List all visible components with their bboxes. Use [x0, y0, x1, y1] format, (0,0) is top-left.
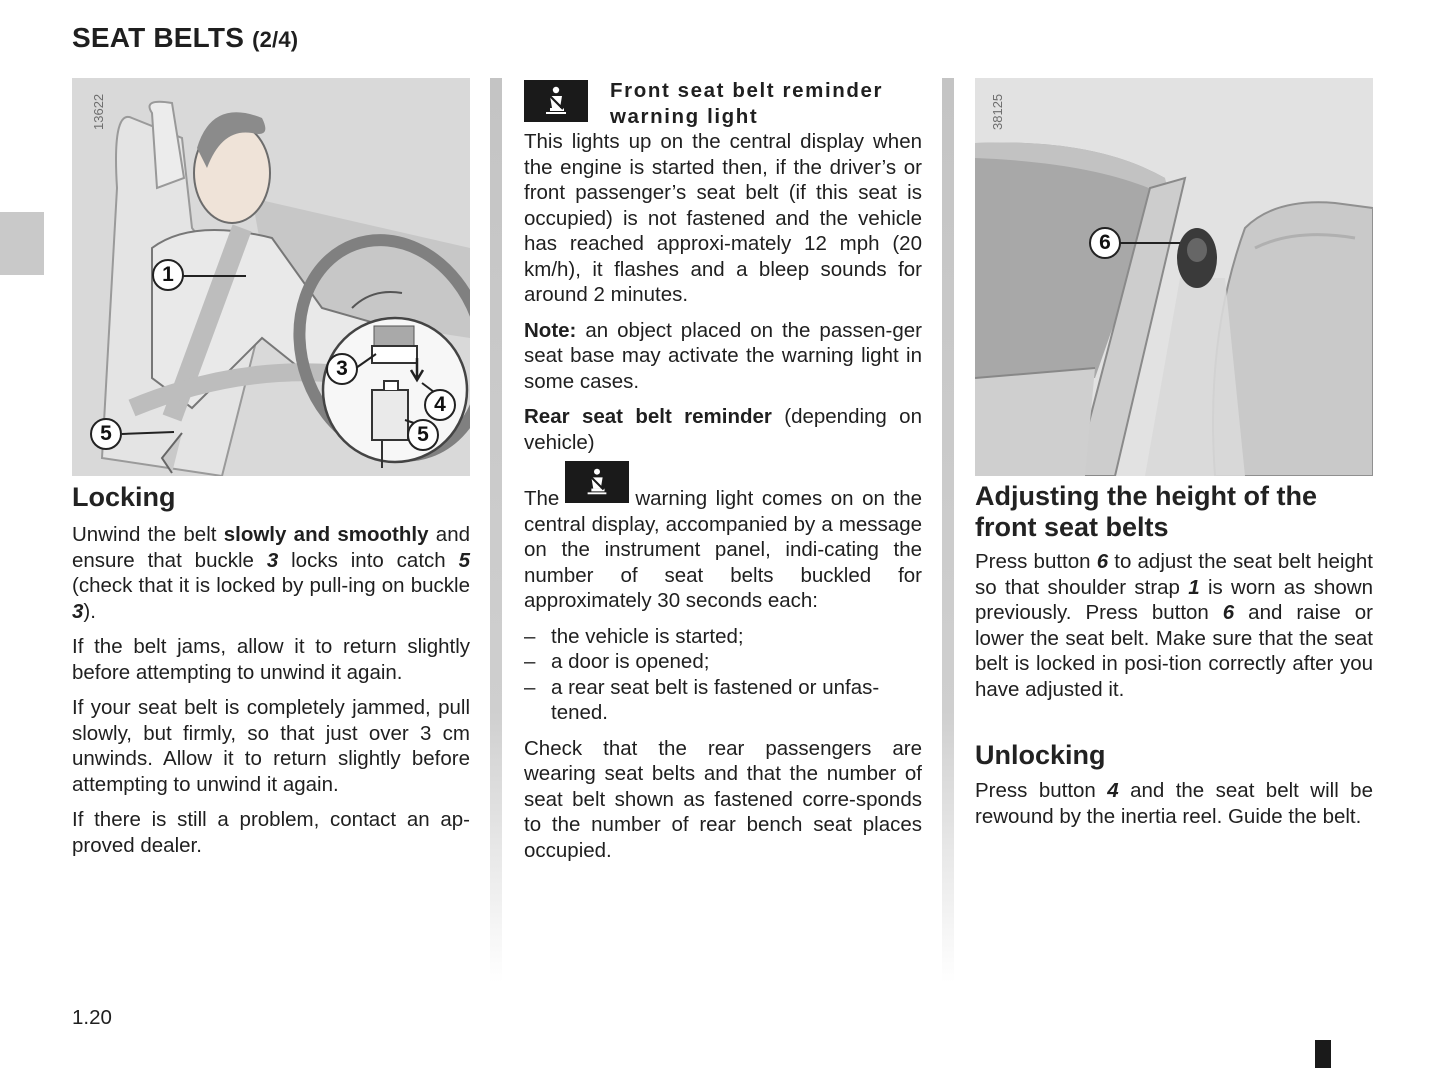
figure-seated-driver: [72, 78, 470, 476]
column-divider-1: [490, 78, 502, 983]
figure-reference-number: 38125: [990, 93, 1005, 130]
callout-3: 3: [326, 353, 358, 385]
callout-4: 4: [424, 389, 456, 421]
callout-5-inset: 5: [407, 419, 439, 451]
rear-reminder-heading: Rear seat belt reminder (depending on vehicle): [524, 405, 922, 454]
locking-paragraph: Unwind the belt slowly and smoothly and ensure that buckle 3 locks into catch 5 (check that it is locked by pull-ing on buckle 3).: [72, 523, 470, 623]
list-item: – the vehicle is started;: [524, 624, 922, 650]
figure-height-adjuster: [975, 78, 1373, 476]
column-divider-2: [942, 78, 954, 983]
height-adjuster-illustration: [975, 78, 1373, 476]
page-title: [72, 22, 298, 54]
driver-illustration: [72, 78, 470, 476]
trigger-list: [524, 624, 922, 726]
heading-unlocking: Unlocking: [975, 740, 1106, 770]
page-title-suffix: (2/4): [252, 27, 299, 52]
front-reminder-header: [524, 78, 922, 129]
seat-belt-warning-icon: [524, 80, 588, 122]
column-2: [524, 78, 922, 873]
page-title-text: SEAT BELTS: [72, 22, 245, 53]
heading-adjusting-height: Adjusting the height of the front seat belts: [975, 481, 1317, 542]
adjusting-paragraph: Press button 6 to adjust the seat belt height so that shoulder strap 1 is worn as shown previously. Press button 6 and raise or lower the seat belt. Make sure that the seat belt is locked in posi-tion correctly after you have adjusted it.: [975, 550, 1373, 701]
note-paragraph: Note: an object placed on the passen-ger seat base may activate the warning light in some cases.: [524, 318, 922, 393]
front-reminder-title: Front seat belt reminder warning light: [610, 79, 884, 128]
page-corner-mark: [1315, 1040, 1331, 1068]
column-3: [975, 78, 1373, 839]
section-tab: [0, 212, 44, 275]
figure-reference-number: 13622: [91, 93, 106, 130]
dealer-paragraph: If there is still a problem, contact an ap-proved dealer.: [72, 808, 470, 857]
callout-1: 1: [152, 259, 184, 291]
rear-reminder-paragraph: The warning light comes on on the central display, accompanied by a message on the instrument panel, indi-cating the number of seat belts buckled for approximately 30 seconds each:: [524, 469, 922, 614]
jam-paragraph: If the belt jams, allow it to return slightly before attempting to unwind it again.: [72, 635, 470, 684]
callout-5: 5: [90, 418, 122, 450]
fully-jammed-paragraph: If your seat belt is completely jammed, pull slowly, but firmly, so that just over 3 cm unwinds. Allow it to return slightly before attempting to unwind it again.: [72, 696, 470, 796]
heading-locking: Locking: [72, 482, 176, 512]
callout-6: 6: [1089, 227, 1121, 259]
rear-seat-belt-warning-icon: [565, 461, 629, 503]
page-number: 1.20: [72, 1006, 112, 1029]
front-reminder-paragraph: This lights up on the central display when the engine is started then, if the driver’s or front passenger’s seat belt (if this seat is occupied) is not fastened and the vehicle has reached approxi-mately 12 mph (20 km/h), it flashes and a bleep sounds for around 2 minutes.: [524, 130, 922, 306]
rear-passengers-paragraph: Check that the rear passengers are wearing seat belts and that the number of seat belt shown as fastened corre-sponds to the number of rear bench seat places occupied.: [524, 736, 922, 862]
column-1: [72, 78, 470, 868]
list-item: – a rear seat belt is fastened or unfas-tened.: [524, 675, 922, 726]
unlocking-paragraph: Press button 4 and the seat belt will be rewound by the inertia reel. Guide the belt.: [975, 779, 1373, 828]
list-item: – a door is opened;: [524, 649, 922, 675]
